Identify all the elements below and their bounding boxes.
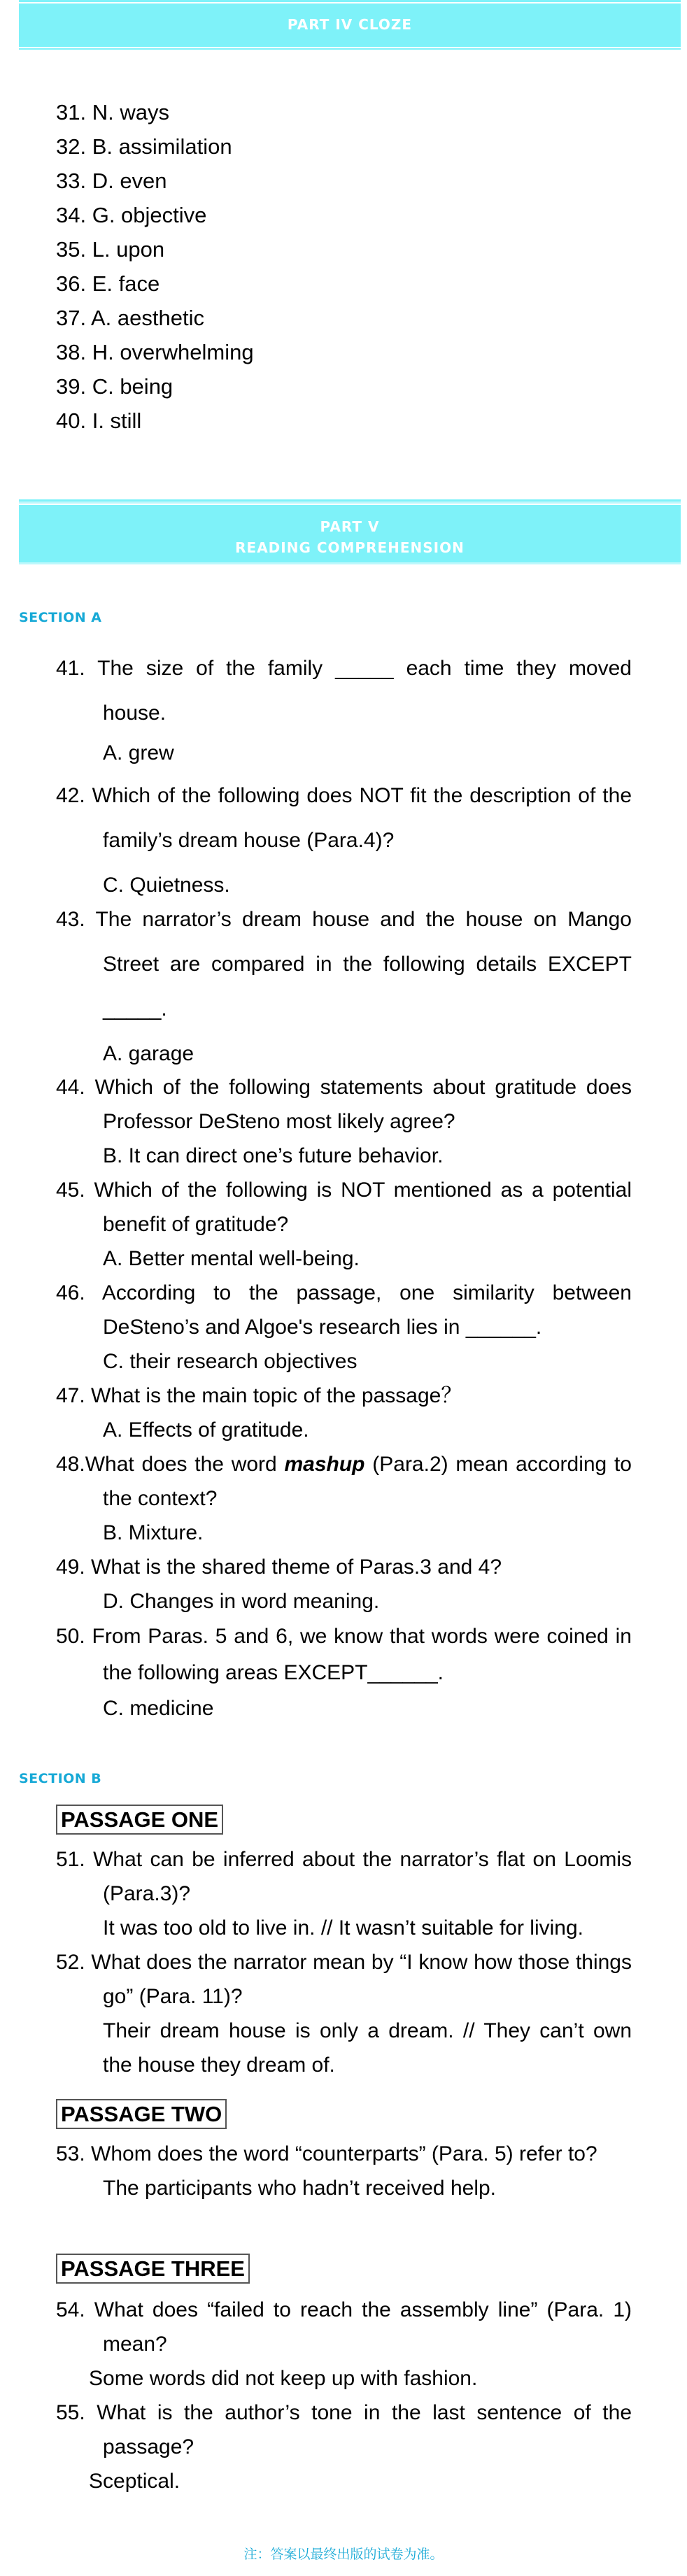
question-answer: B. It can direct one’s future behavior. — [103, 1144, 444, 1167]
question-answer: C. their research objectives — [103, 1350, 357, 1373]
question-47 — [56, 1379, 632, 1447]
question-43 — [56, 897, 632, 1076]
question-stem-start: 48.What does the word — [56, 1453, 285, 1476]
question-stem: 54. What does “failed to reach the assembly line” (Para. 1) mean? — [56, 2298, 632, 2356]
question-answer: A. Better mental well-being. — [103, 1247, 360, 1270]
passage-one-heading: PASSAGE ONE — [56, 1805, 223, 1835]
cloze-answer: 37. A. aesthetic — [56, 306, 204, 330]
question-49 — [56, 1550, 632, 1618]
keyword-mashup: mashup — [284, 1453, 365, 1476]
question-54 — [56, 2293, 632, 2396]
part5-banner-subtitle: READING COMPREHENSION — [235, 539, 465, 556]
question-stem-end: (Para.2) mean according to the context? — [103, 1453, 632, 1510]
passage-three-heading: PASSAGE THREE — [56, 2254, 250, 2284]
question-44 — [56, 1070, 632, 1173]
question-answer: D. Changes in word meaning. — [103, 1590, 380, 1613]
question-stem — [56, 1447, 632, 1516]
section-b-label: SECTION B — [19, 1771, 102, 1786]
part5-banner-title: PART V — [320, 518, 380, 535]
part4-banner — [19, 2, 681, 47]
question-answer: C. medicine — [103, 1697, 214, 1720]
question-answer: Some words did not keep up with fashion. — [89, 2367, 478, 2390]
question-53 — [56, 2137, 632, 2205]
question-answer: It was too old to live in. // It wasn’t suitable for living. — [103, 1916, 583, 1940]
question-stem: 49. What is the shared theme of Paras.3 and 4? — [56, 1556, 502, 1579]
question-stem: 47. What is the main topic of the passage？ — [56, 1384, 462, 1407]
cloze-answer: 35. L. upon — [56, 237, 165, 262]
question-45 — [56, 1173, 632, 1276]
question-answer: A. garage — [103, 1042, 194, 1065]
question-50 — [56, 1618, 632, 1725]
question-answer: The participants who hadn’t received help. — [103, 2177, 497, 2200]
part4-banner-title: PART IV CLOZE — [287, 16, 413, 33]
footnote: 注：答案以最终出版的试卷为准。 — [243, 2547, 444, 2562]
cloze-answer: 39. C. being — [56, 374, 173, 399]
question-stem: 43. The narrator’s dream house and the house on Mango Street are compared in the following details EXCEPT _____. — [56, 908, 632, 1020]
cloze-answer: 40. I. still — [56, 408, 142, 433]
question-41 — [56, 646, 632, 770]
part5-banner — [19, 501, 681, 564]
question-stem: 51. What can be inferred about the narrator’s flat on Loomis (Para.3)? — [56, 1848, 632, 1905]
section-a-label: SECTION A — [19, 610, 102, 625]
question-stem: 42. Which of the following does NOT fit the description of the family’s dream house (Para.4)? — [56, 784, 632, 852]
question-answer: A. grew — [103, 741, 174, 764]
cloze-answer: 33. D. even — [56, 169, 167, 193]
cloze-answer-list — [56, 95, 254, 438]
question-answer: Their dream house is only a dream. // They can’t own the house they dream of. — [103, 2019, 632, 2077]
question-55 — [56, 2396, 632, 2498]
question-42 — [56, 774, 632, 908]
question-48 — [56, 1447, 632, 1550]
question-51 — [56, 1842, 632, 1945]
question-stem: 41. The size of the family _____ each time they moved house. — [56, 657, 632, 725]
question-stem: 50. From Paras. 5 and 6, we know that words were coined in the following areas EXCEPT______. — [56, 1625, 632, 1684]
question-answer: C. Quietness. — [103, 874, 230, 897]
cloze-answer: 32. B. assimilation — [56, 134, 232, 159]
question-stem: 45. Which of the following is NOT mentioned as a potential benefit of gratitude? — [56, 1179, 632, 1236]
question-answer: A. Effects of gratitude. — [103, 1418, 309, 1442]
passage-two-heading: PASSAGE TWO — [56, 2099, 227, 2129]
question-answer: Sceptical. — [89, 2470, 180, 2493]
question-answer: B. Mixture. — [103, 1521, 204, 1544]
cloze-answer: 36. E. face — [56, 271, 160, 296]
question-stem: 52. What does the narrator mean by “I know how those things go” (Para. 11)? — [56, 1951, 632, 2008]
question-stem: 46. According to the passage, one similarity between DeSteno’s and Algoe's research lies in ______. — [56, 1281, 632, 1339]
question-stem: 55. What is the author’s tone in the last sentence of the passage? — [56, 2401, 632, 2458]
question-46 — [56, 1276, 632, 1379]
question-stem: 44. Which of the following statements about gratitude does Professor DeSteno most likely agree? — [56, 1076, 632, 1133]
cloze-answer: 38. H. overwhelming — [56, 340, 254, 364]
question-52 — [56, 1945, 632, 2082]
cloze-answer: 31. N. ways — [56, 100, 169, 124]
question-stem: 53. Whom does the word “counterparts” (Para. 5) refer to? — [56, 2142, 597, 2165]
cloze-answer: 34. G. objective — [56, 203, 207, 227]
